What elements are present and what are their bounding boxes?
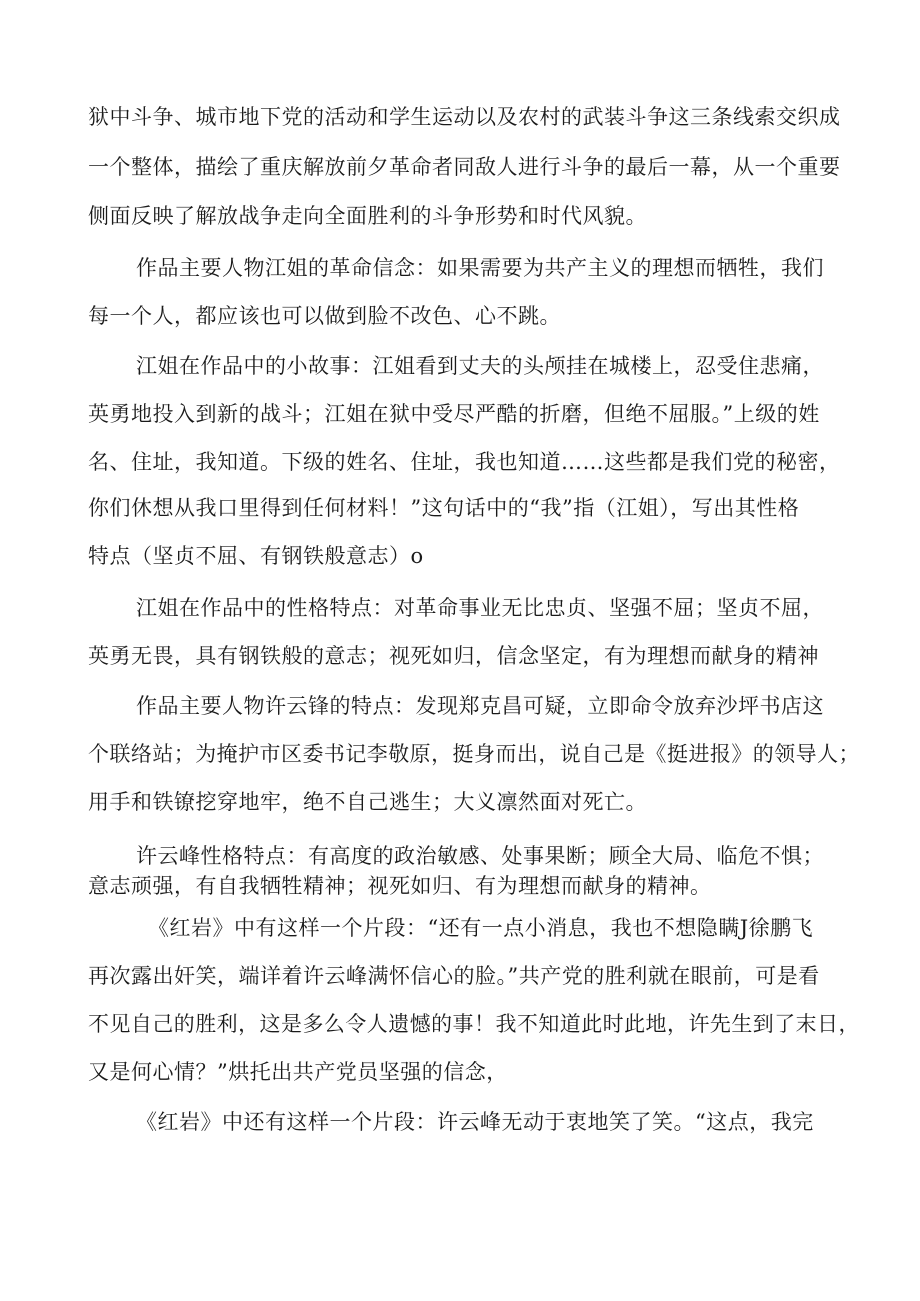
paragraph-line: 再次露出奸笑，端详着许云峰满怀信心的脸。”共产党的胜利就在眼前，可是看 [88, 964, 820, 988]
paragraph-line: 一个整体，描绘了重庆解放前夕革命者同敌人进行斗争的最后一幕，从一个重要 [88, 155, 841, 179]
paragraph-line: 英勇无畏，具有钢铁般的意志；视死如归，信念坚定，有为理想而献身的精神 [88, 644, 819, 668]
paragraph-line: 狱中斗争、城市地下党的活动和学生运动以及农村的武装斗争这三条线索交织成 [88, 105, 841, 129]
paragraph-line: 每一个人，都应该也可以做到脸不改色、心不跳。 [88, 304, 561, 328]
paragraph-line: 《红岩》中还有这样一个片段：许云峰无动于衷地笑了笑。“这点，我完 [136, 1110, 814, 1134]
paragraph-line: 许云峰性格特点：有高度的政治敏感、处事果断；顾全大局、临危不惧； [136, 844, 824, 868]
paragraph-line: 意志顽强，有自我牺牲精神；视死如归、有为理想而献身的精神。 [88, 874, 712, 898]
paragraph-line: 侧面反映了解放战争走向全面胜利的斗争形势和时代风貌。 [88, 204, 647, 228]
paragraph-line: 江姐在作品中的小故事：江姐看到丈夫的头颅挂在城楼上，忍受住悲痛， [136, 354, 824, 378]
paragraph-line: 名、住址，我知道。下级的姓名、住址，我也知道……这些都是我们党的秘密， [88, 450, 841, 474]
paragraph-line: 个联络站；为掩护市区委书记李敬原，挺身而出，说自己是《挺进报》的领导人； [88, 742, 860, 766]
paragraph-line: 作品主要人物江姐的革命信念：如果需要为共产主义的理想而牺牲，我们 [136, 256, 824, 280]
paragraph-line: 用手和铁镣挖穿地牢，绝不自己逃生；大义凛然面对死亡。 [88, 790, 647, 814]
paragraph-line: 特点（坚贞不屈、有钢铁般意志）o [88, 544, 424, 568]
paragraph-line: 江姐在作品中的性格特点：对革命事业无比忠贞、坚强不屈；坚贞不屈， [136, 596, 824, 620]
paragraph-line: 英勇地投入到新的战斗；江姐在狱中受尽严酷的折磨，但绝不屈服。”上级的姓 [88, 402, 820, 426]
paragraph-line: 你们休想从我口里得到任何材料！”这句话中的“我”指（江姐），写出其性格 [88, 496, 800, 520]
paragraph-line: 又是何心情？”烘托出共产党员坚强的信念， [88, 1060, 508, 1084]
paragraph-line: 不见自己的胜利，这是多么令人遗憾的事！我不知道此时此地，许先生到了末日， [88, 1012, 860, 1036]
paragraph-line: 作品主要人物许云锋的特点：发现郑克昌可疑，立即命令放弃沙坪书店这 [136, 694, 824, 718]
paragraph-line: 《红岩》中有这样一个片段：“还有一点小消息，我也不想隐瞒J徐鹏飞 [148, 916, 814, 940]
